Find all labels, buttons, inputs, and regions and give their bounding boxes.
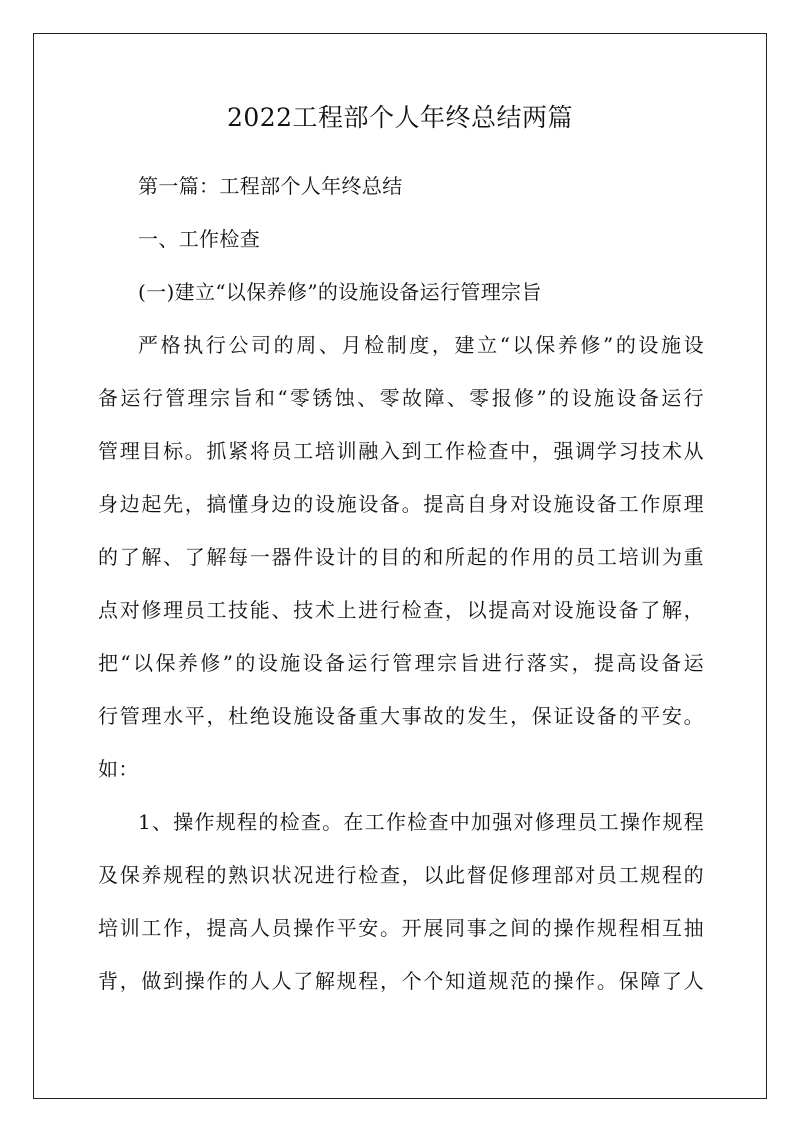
paragraph-line: 及保养规程的熟识状况进行检查，以此督促修理部对员工规程的 — [98, 863, 704, 887]
part-heading: 第一篇：工程部个人年终总结 — [138, 174, 403, 198]
paragraph-line: 把“以保养修”的设施设备运行管理宗旨进行落实，提高设备运 — [98, 651, 704, 675]
section-heading: 一、工作检查 — [138, 227, 261, 251]
paragraph-line: 管理目标。抓紧将员工培训融入到工作检查中，强调学习技术从 — [98, 439, 704, 463]
paragraph-line: 行管理水平，杜绝设施设备重大事故的发生，保证设备的平安。 — [98, 704, 704, 728]
paragraph-line: 备运行管理宗旨和“零锈蚀、零故障、零报修”的设施设备运行 — [98, 386, 704, 410]
paragraph-line: 的了解、了解每一器件设计的目的和所起的作用的员工培训为重 — [98, 545, 704, 569]
paragraph-line: 严格执行公司的周、月检制度，建立“以保养修”的设施设 — [138, 333, 704, 357]
document-title: 2022工程部个人年终总结两篇 — [226, 103, 574, 132]
paragraph-line: 点对修理员工技能、技术上进行检查，以提高对设施设备了解， — [98, 598, 704, 622]
paragraph-line: 身边起先，搞懂身边的设施设备。提高自身对设施设备工作原理 — [98, 492, 704, 516]
paragraph-line: 培训工作，提高人员操作平安。开展同事之间的操作规程相互抽 — [98, 916, 704, 940]
subsection-heading: (一)建立“以保养修”的设施设备运行管理宗旨 — [138, 280, 542, 304]
paragraph-line: 背，做到操作的人人了解规程，个个知道规范的操作。保障了人 — [98, 969, 704, 993]
paragraph-line: 1、操作规程的检查。在工作检查中加强对修理员工操作规程 — [138, 810, 704, 834]
paragraph-line: 如： — [98, 757, 139, 781]
